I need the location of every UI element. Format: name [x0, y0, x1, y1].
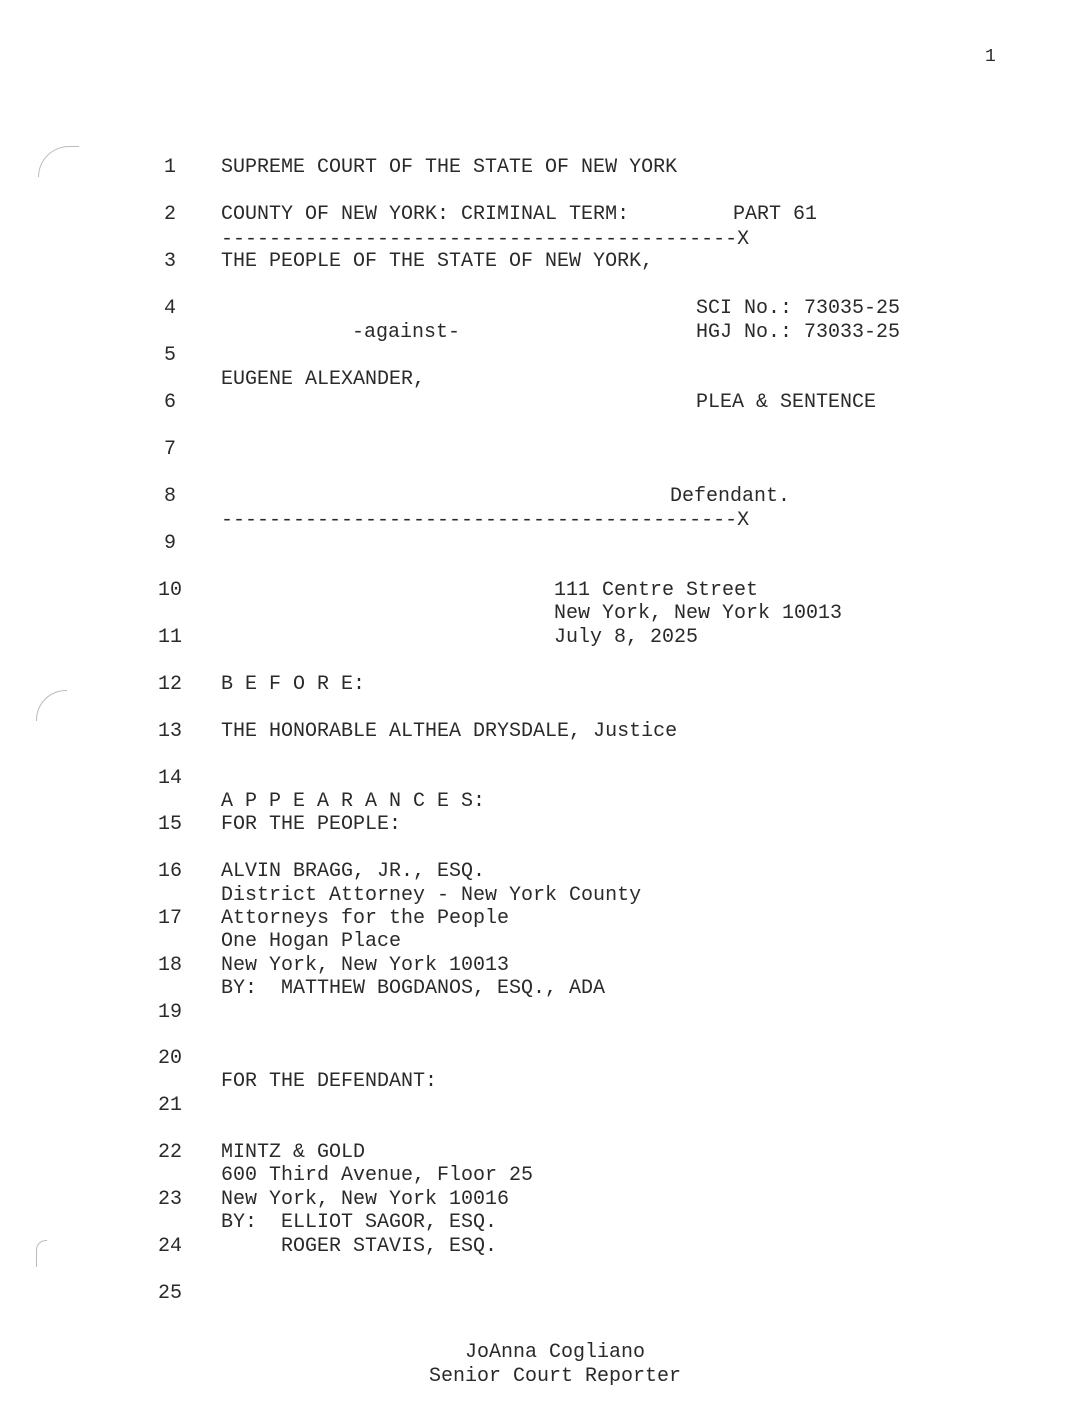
plaintiff-name: THE PEOPLE OF THE STATE OF NEW YORK, — [221, 250, 654, 273]
defense-counsel-line: 600 Third Avenue, Floor 25 — [221, 1164, 534, 1187]
hearing-date: July 8, 2025 — [554, 626, 699, 649]
against-label: -against- — [352, 321, 461, 344]
before-label: B E F O R E: — [221, 673, 366, 696]
people-counsel-line: District Attorney - New York County — [221, 884, 642, 907]
court-street: 111 Centre Street — [554, 579, 759, 602]
line-number: 4 — [163, 297, 176, 320]
line-number: 24 — [157, 1235, 182, 1258]
defense-counsel-line: ROGER STAVIS, ESQ. — [221, 1235, 498, 1258]
line-number: 7 — [163, 438, 176, 461]
punch-hole-mark — [36, 1240, 47, 1267]
hgj-number: HGJ No.: 73033-25 — [696, 321, 901, 344]
line-number: 22 — [157, 1141, 182, 1164]
defendant-counsel-label: FOR THE DEFENDANT: — [221, 1070, 438, 1093]
defense-counsel-line: MINTZ & GOLD — [221, 1141, 366, 1164]
line-number: 9 — [163, 532, 176, 555]
people-counsel-line: BY: MATTHEW BOGDANOS, ESQ., ADA — [221, 977, 606, 1000]
county-term: COUNTY OF NEW YORK: CRIMINAL TERM: — [221, 203, 630, 226]
line-number: 20 — [157, 1047, 182, 1070]
defendant-name: EUGENE ALEXANDER, — [221, 368, 426, 391]
line-number: 18 — [157, 954, 182, 977]
line-number: 1 — [163, 156, 176, 179]
line-number: 5 — [163, 344, 176, 367]
line-number: 25 — [157, 1282, 182, 1305]
people-label: FOR THE PEOPLE: — [221, 813, 402, 836]
judge-name: THE HONORABLE ALTHEA DRYSDALE, Justice — [221, 720, 678, 743]
caption-rule-top: -------------------------------------------X — [221, 228, 750, 251]
line-number: 6 — [163, 391, 176, 414]
proceeding-type: PLEA & SENTENCE — [696, 391, 877, 414]
line-number: 23 — [157, 1188, 182, 1211]
defense-counsel-line: BY: ELLIOT SAGOR, ESQ. — [221, 1211, 498, 1234]
people-counsel-line: One Hogan Place — [221, 930, 402, 953]
line-number: 8 — [163, 485, 176, 508]
line-number: 12 — [157, 673, 182, 696]
sci-number: SCI No.: 73035-25 — [696, 297, 901, 320]
line-number: 16 — [157, 860, 182, 883]
line-number: 17 — [157, 907, 182, 930]
defendant-label: Defendant. — [670, 485, 791, 508]
defense-counsel-line: New York, New York 10016 — [221, 1188, 510, 1211]
line-number: 2 — [163, 203, 176, 226]
line-number: 14 — [157, 767, 182, 790]
line-number: 15 — [157, 813, 182, 836]
court-city: New York, New York 10013 — [554, 602, 843, 625]
people-counsel-line: New York, New York 10013 — [221, 954, 510, 977]
line-number: 11 — [157, 626, 182, 649]
line-number: 13 — [157, 720, 182, 743]
appearances-label: A P P E A R A N C E S: — [221, 790, 486, 813]
punch-hole-mark — [36, 690, 67, 721]
people-counsel-line: ALVIN BRAGG, JR., ESQ. — [221, 860, 486, 883]
people-counsel-line: Attorneys for the People — [221, 907, 510, 930]
reporter-title: Senior Court Reporter — [428, 1365, 682, 1388]
line-number: 10 — [157, 579, 182, 602]
reporter-name: JoAnna Cogliano — [464, 1341, 646, 1364]
punch-hole-mark — [38, 146, 79, 177]
page-number: 1 — [985, 47, 996, 67]
line-number: 3 — [163, 250, 176, 273]
caption-rule-bottom: -------------------------------------------X — [221, 509, 750, 532]
line-number: 19 — [157, 1001, 182, 1024]
line-number: 21 — [157, 1094, 182, 1117]
court-part: PART 61 — [733, 203, 818, 226]
court-name: SUPREME COURT OF THE STATE OF NEW YORK — [221, 156, 678, 179]
